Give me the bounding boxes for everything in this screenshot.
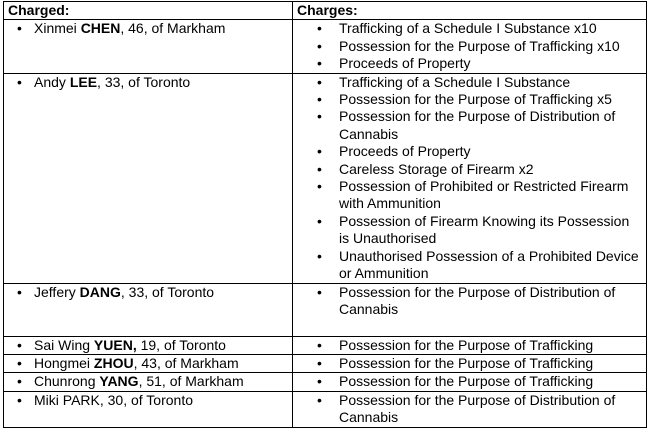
person-details: , 43, of Markham <box>133 354 239 371</box>
person-details: , 33, of Toronto <box>97 73 191 90</box>
charged-person-cell <box>4 354 293 372</box>
charges-cell <box>293 20 647 73</box>
person-entry <box>8 20 288 37</box>
charge-item: • Possession for the Purpose of Distribution of Cannabis <box>297 284 642 319</box>
charge-item: • Possession for the Purpose of Trafficking <box>297 355 642 372</box>
person-given-name: Chunrong <box>34 373 96 390</box>
table-row <box>4 373 647 391</box>
person-entry <box>8 373 288 390</box>
charge-item: • Possession for the Purpose of Trafficking x10 <box>297 38 642 55</box>
table-row <box>4 283 647 336</box>
person-entry <box>8 284 288 301</box>
charge-item: • Possession for the Purpose of Distribution of Cannabis <box>297 392 642 427</box>
person-entry <box>8 392 288 409</box>
person-given-name: Sai Wing <box>34 336 91 353</box>
charge-item: • Possession of Firearm Knowing its Possession is Unauthorised <box>297 213 642 248</box>
charges-table <box>3 1 647 428</box>
charged-person-cell <box>4 373 293 391</box>
charged-header: Charged: <box>4 2 293 20</box>
charge-item: • Possession for the Purpose of Distribution of Cannabis <box>297 108 642 143</box>
charged-person-cell <box>4 391 293 427</box>
charged-person-cell <box>4 336 293 354</box>
person-entry <box>8 74 288 91</box>
charge-item: • Unauthorised Possession of a Prohibited Device or Ammunition <box>297 248 642 283</box>
charged-person-cell <box>4 20 293 73</box>
charges-header: Charges: <box>293 2 647 20</box>
person-entry <box>8 355 288 372</box>
person-given-name: Xinmei <box>34 20 77 37</box>
person-details: 19, of Toronto <box>136 336 226 353</box>
person-details: , 46, of Markham <box>120 20 226 37</box>
charge-item: • Trafficking of a Schedule I Substance x10 <box>297 20 642 37</box>
person-surname: LEE <box>69 73 98 90</box>
charge-item: • Proceeds of Property <box>297 143 642 160</box>
charge-item: • Trafficking of a Schedule I Substance <box>297 74 642 91</box>
table-row <box>4 391 647 427</box>
charge-item: • Careless Storage of Firearm x2 <box>297 161 642 178</box>
charge-item: • Possession for the Purpose of Trafficking <box>297 373 642 390</box>
table-body <box>4 20 647 427</box>
charges-cell <box>293 73 647 283</box>
person-surname: CHEN <box>80 20 121 37</box>
person-surname: YUEN, <box>93 336 137 353</box>
charge-item: • Possession for the Purpose of Trafficking <box>297 337 642 354</box>
charged-person-cell <box>4 73 293 283</box>
person-details: , 33, of Toronto <box>120 283 215 300</box>
table-row <box>4 73 647 283</box>
person-surname: YANG <box>99 373 139 390</box>
person-entry <box>8 337 288 354</box>
charges-cell <box>293 283 647 336</box>
table-row <box>4 354 647 372</box>
person-surname: ZHOU <box>93 354 134 371</box>
charged-person-cell <box>4 283 293 336</box>
person-given-name: Jeffery <box>34 283 76 300</box>
header-row <box>4 2 647 20</box>
person-given-name: Miki PARK <box>34 391 100 408</box>
charges-cell <box>293 373 647 391</box>
charge-item: • Proceeds of Property <box>297 55 642 72</box>
table-row <box>4 20 647 73</box>
person-given-name: Hongmei <box>34 354 91 371</box>
charge-item: • Possession for the Purpose of Trafficking x5 <box>297 91 642 108</box>
table-row <box>4 336 647 354</box>
person-details: , 30, of Toronto <box>99 391 193 408</box>
charges-cell <box>293 336 647 354</box>
person-given-name: Andy <box>34 73 66 90</box>
person-surname: DANG <box>79 283 121 300</box>
charges-cell <box>293 354 647 372</box>
charge-item: • Possession of Prohibited or Restricted Firearm with Ammunition <box>297 178 642 213</box>
person-details: , 51, of Markham <box>138 373 244 390</box>
charges-cell <box>293 391 647 427</box>
